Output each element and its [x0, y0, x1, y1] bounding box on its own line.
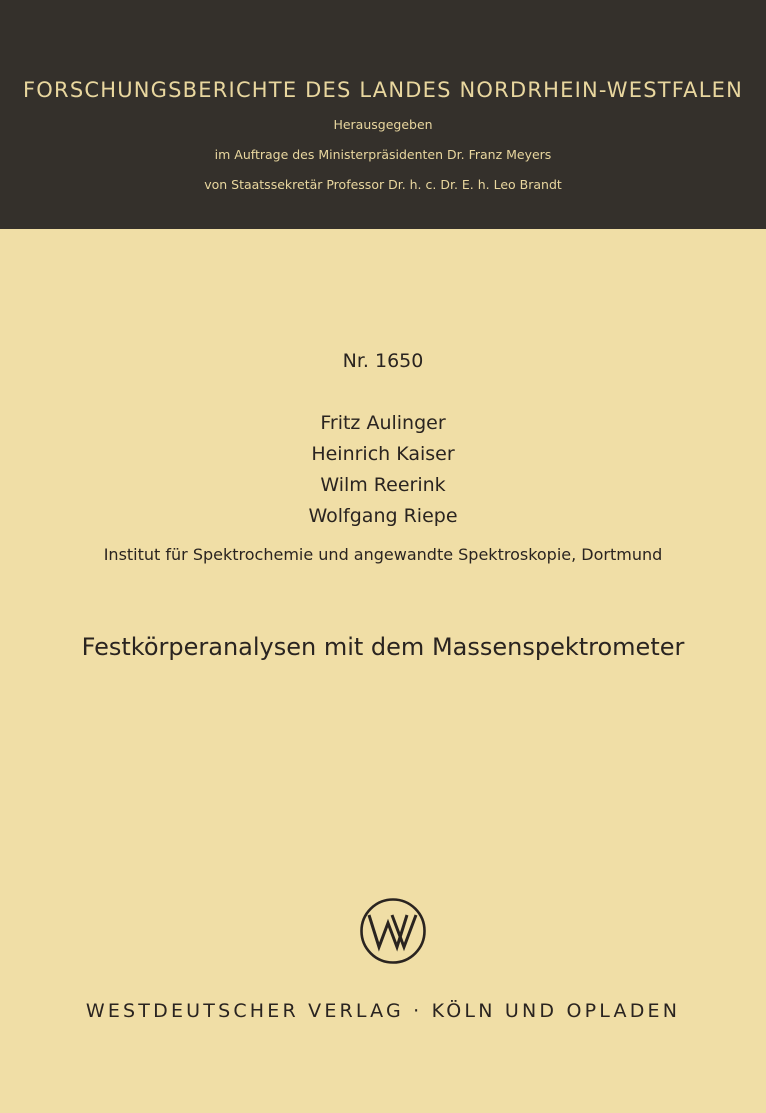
- author-name: Wilm Reerink: [320, 474, 446, 496]
- institute-name: Institut für Spektrochemie und angewandte Spektroskopie, Dortmund: [103, 545, 663, 564]
- editor-line-2: im Auftrage des Ministerpräsidenten Dr. Franz Meyers: [214, 147, 552, 162]
- book-title: Festkörperanalysen mit dem Massenspektrometer: [81, 633, 685, 661]
- series-title: FORSCHUNGSBERICHTE DES LANDES NORDRHEIN-WESTFALEN: [23, 78, 743, 102]
- wv-publisher-logo-icon: [359, 897, 427, 965]
- author-name: Wolfgang Riepe: [308, 505, 458, 527]
- author-name: Fritz Aulinger: [320, 412, 446, 434]
- editor-line-1: Herausgegeben: [333, 117, 433, 132]
- volume-number: Nr. 1650: [342, 350, 424, 372]
- author-name: Heinrich Kaiser: [311, 443, 455, 465]
- header-band: [0, 0, 766, 229]
- publisher-line: WESTDEUTSCHER VERLAG · KÖLN UND OPLADEN: [85, 1000, 681, 1022]
- editor-line-3: von Staatssekretär Professor Dr. h. c. Dr. E. h. Leo Brandt: [204, 177, 562, 192]
